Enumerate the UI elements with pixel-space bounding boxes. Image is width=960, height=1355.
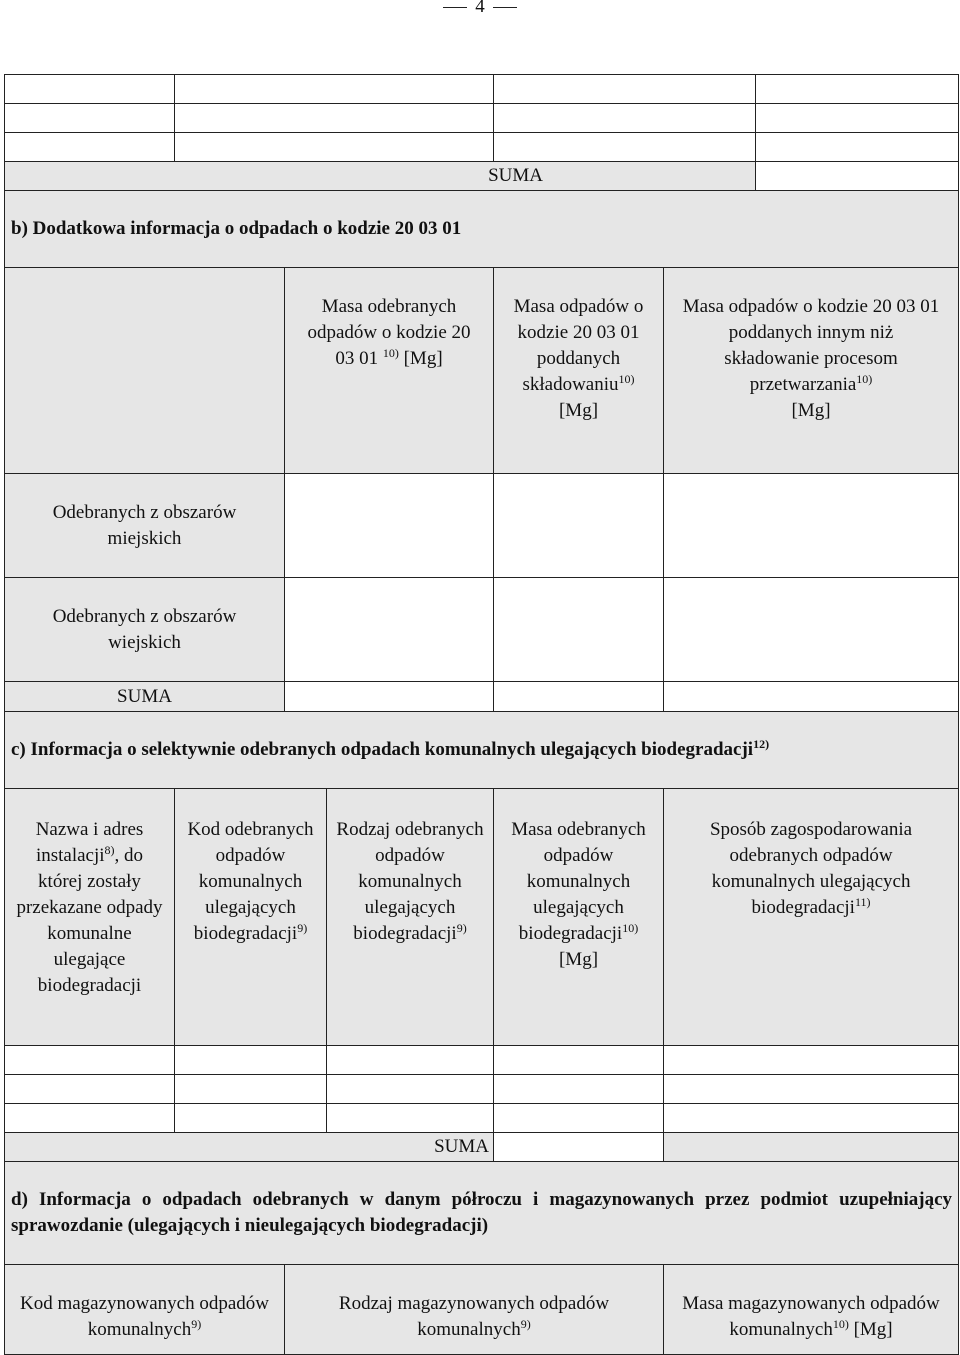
table-cell[interactable] (5, 133, 175, 162)
sum-value-cell[interactable] (756, 162, 959, 191)
table-cell[interactable] (175, 1104, 327, 1133)
table-cell[interactable] (494, 75, 756, 104)
table-cell[interactable] (664, 1104, 959, 1133)
table-cell[interactable] (664, 1075, 959, 1104)
table-cell[interactable] (327, 1104, 494, 1133)
table-cell[interactable] (285, 578, 494, 682)
sum-label: SUMA (5, 682, 285, 712)
empty-cell (664, 1133, 959, 1162)
table-cell[interactable] (5, 1046, 175, 1075)
table-cell[interactable] (175, 75, 494, 104)
col-header-waste-type: Rodzaj odebranych odpadów komunalnych ulegających biodegradacji$^{9)}$ (327, 789, 494, 1046)
table-cell[interactable] (494, 1075, 664, 1104)
section-d-table (4, 1161, 959, 1355)
table-cell[interactable] (175, 1075, 327, 1104)
table-cell[interactable] (5, 1075, 175, 1104)
table-cell[interactable] (285, 474, 494, 578)
table-cell[interactable] (327, 1046, 494, 1075)
sum-label: SUMA (5, 1133, 494, 1162)
col-header-installation: Nazwa i adres instalacji$^{8)}$, do której zostały przekazane odpady komunalne ulegające biodegradacji (5, 789, 175, 1046)
row-label-rural: Odebranych z obszarów wiejskich (5, 578, 285, 682)
col-header-waste-code: Kod odebranych odpadów komunalnych ulegających biodegradacji$^{9)}$ (175, 789, 327, 1046)
table-cell[interactable] (494, 474, 664, 578)
col-header-mass-landfilled: Masa odpadów o kodzie 20 03 01 poddanych składowaniu$^{10)}$ [Mg] (494, 268, 664, 474)
table-cell[interactable] (175, 1046, 327, 1075)
row-label-urban: Odebranych z obszarów miejskich (5, 474, 285, 578)
section-c-heading: c) Informacja o selektywnie odebranych odpadach komunalnych ulegających biodegradacji$^{12)}$ (5, 712, 959, 789)
section-b-heading: b) Dodatkowa informacja o odpadach o kodzie 20 03 01 (5, 191, 959, 268)
table-cell[interactable] (664, 578, 959, 682)
table-cell[interactable] (494, 578, 664, 682)
table-cell[interactable] (756, 75, 959, 104)
col-header-management-method: Sposób zagospodarowania odebranych odpadów komunalnych ulegających biodegradacji$^{11)}$ (664, 789, 959, 1046)
table-cell[interactable] (327, 1075, 494, 1104)
table-cell[interactable] (664, 1046, 959, 1075)
table-cell[interactable] (494, 104, 756, 133)
table-cell[interactable] (756, 104, 959, 133)
col-header-stored-type: Rodzaj magazynowanych odpadów komunalnych$^{9)}$ (285, 1265, 664, 1355)
col-header-mass-collected: Masa odebranych odpadów o kodzie 20 03 01 $^{10)}$ [Mg] (285, 268, 494, 474)
table-cell[interactable] (175, 133, 494, 162)
table-cell[interactable] (494, 1104, 664, 1133)
col-header-stored-code: Kod magazynowanych odpadów komunalnych$^{9)}$ (5, 1265, 285, 1355)
sum-label: SUMA (5, 162, 756, 191)
col-header-stored-mass: Masa magazynowanych odpadów komunalnych$^{10)}$ [Mg] (664, 1265, 959, 1355)
table-cell[interactable] (175, 104, 494, 133)
table-cell[interactable] (756, 133, 959, 162)
sum-value-cell[interactable] (494, 682, 664, 712)
table-cell[interactable] (5, 75, 175, 104)
table-cell[interactable] (664, 474, 959, 578)
sum-value-cell[interactable] (494, 1133, 664, 1162)
table-cell[interactable] (494, 1046, 664, 1075)
page-number: 4 (0, 0, 960, 18)
sum-value-cell[interactable] (664, 682, 959, 712)
sum-value-cell[interactable] (285, 682, 494, 712)
table-cell[interactable] (5, 1104, 175, 1133)
col-header-waste-mass: Masa odebranych odpadów komunalnych ulegających biodegradacji$^{10)}$ [Mg] (494, 789, 664, 1046)
section-b-table (4, 190, 959, 712)
waste-table-continuation (4, 74, 959, 191)
col-header-mass-processed: Masa odpadów o kodzie 20 03 01 poddanych innym niż składowanie procesom przetwarzania$^{10)}$ [Mg] (664, 268, 959, 474)
table-cell[interactable] (494, 133, 756, 162)
empty-header-cell (5, 268, 285, 474)
section-c-table (4, 711, 959, 1162)
section-d-heading: d) Informacja o odpadach odebranych w danym półroczu i magazynowanych przez podmiot uzupełniający sprawozdanie (ulegających i nieulegających biodegradacji) (5, 1162, 959, 1265)
table-cell[interactable] (5, 104, 175, 133)
